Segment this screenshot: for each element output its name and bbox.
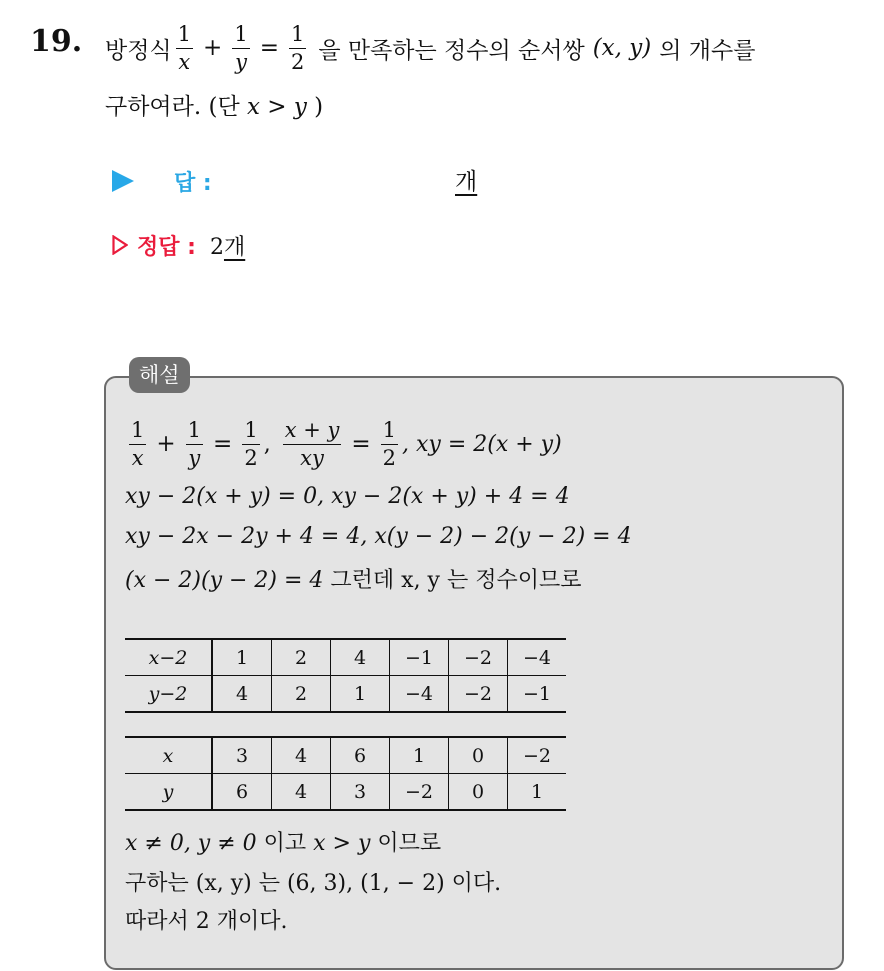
correct-answer-row	[112, 229, 245, 261]
solution-line-3: xy − 2x − 2y + 4 = 4, x(y − 2) − 2(y − 2) = 4	[125, 524, 632, 549]
equation-xy: , xy = 2(x + y)	[402, 431, 562, 457]
plus-sign: +	[203, 35, 223, 61]
correct-answer-value: 2개	[209, 234, 246, 260]
question-line-1	[105, 16, 755, 80]
solution-line-2: xy − 2(x + y) = 0, xy − 2(x + y) + 4 = 4	[125, 484, 570, 509]
solution-pairs-table	[125, 736, 566, 811]
answer-row	[112, 163, 212, 199]
fraction-1-over-2: $\frac{1}{2}$	[382, 417, 396, 470]
ordered-pair: (x, y)	[592, 35, 652, 61]
table-row: y 6 4 3 −2 0 1	[125, 774, 566, 811]
fraction-1-over-x: $\frac{1}{x}$	[177, 21, 192, 74]
solution-line-7: 따라서 2 개이다.	[125, 909, 288, 934]
question-inequality: x > y	[247, 94, 307, 120]
solution-line-4: (x − 2)(y − 2) = 4 그런데 x, y 는 정수이므로	[125, 568, 582, 593]
table-row: x−2 1 2 4 −1 −2 −4	[125, 639, 566, 676]
question-line-2: 구하여라. (단 x > y )	[105, 94, 324, 120]
solution-line-5: x ≠ 0, y ≠ 0 이고 x > y 이므로	[125, 831, 442, 856]
fraction-1-over-x: $\frac{1}{x}$	[131, 417, 145, 470]
question-condition: 을 만족하는 정수의 순서쌍	[318, 37, 585, 64]
solution-tag: 해설	[129, 357, 190, 393]
factor-table	[125, 638, 566, 713]
outlined-triangle-icon	[112, 235, 128, 255]
fraction-1-over-y: $\frac{1}{y}$	[187, 417, 202, 470]
solution-line-1: $\frac{1}{x}$ + $\frac{1}{y}$ = $\frac{1}{2}$ , $\frac{x + y}{xy}$ = $\frac{1}{2}$ , xy = 2(x + y)	[131, 417, 562, 470]
correct-answer-label: 정답 :	[137, 234, 196, 260]
play-triangle-icon	[112, 170, 134, 192]
question-lead: 방정식	[105, 37, 172, 64]
equals-sign: =	[259, 35, 279, 61]
solution-line-6: 구하는 (x, y) 는 (6, 3), (1, − 2) 이다.	[125, 871, 502, 896]
fraction-1-over-2: $\frac{1}{2}$	[244, 417, 258, 470]
question-tail: 의 개수를	[659, 37, 756, 64]
question-number: 19.	[30, 24, 83, 59]
fraction-1-over-2: $\frac{1}{2}$	[290, 21, 305, 74]
table-row: x 3 4 6 1 0 −2	[125, 737, 566, 774]
answer-unit: 개	[455, 169, 478, 195]
fraction-1-over-y: $\frac{1}{y}$	[234, 21, 248, 74]
answer-label: 답 :	[174, 170, 212, 196]
fraction-x-plus-y-over-xy: $\frac{x + y}{xy}$	[284, 417, 340, 470]
table-row: y−2 4 2 1 −4 −2 −1	[125, 676, 566, 713]
